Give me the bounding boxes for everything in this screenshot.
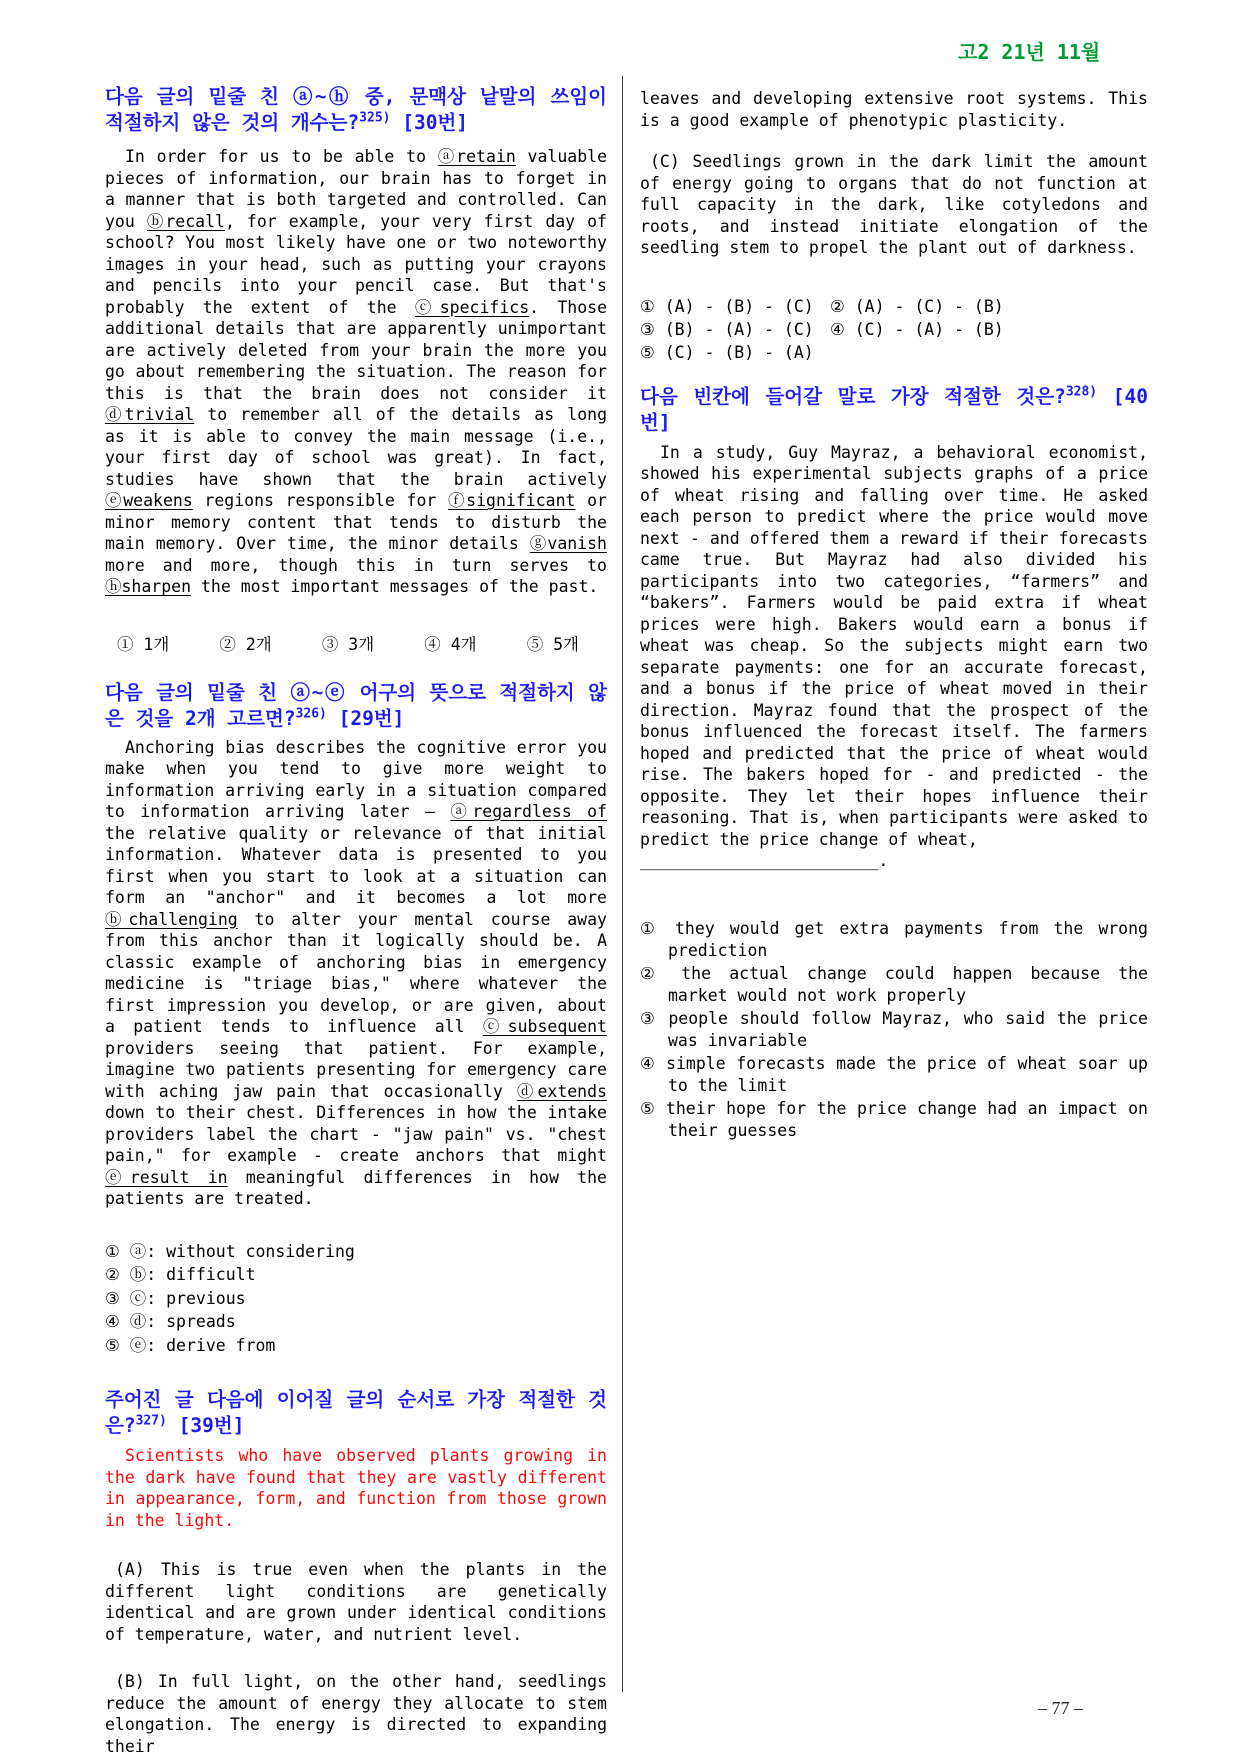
question-39-continued [640, 88, 1148, 364]
question-40-footnote-ref: 328) [1065, 384, 1098, 399]
question-40-blank: ________________________. [640, 851, 889, 870]
exam-session-label: 고2 21년 11월 [958, 40, 1101, 64]
question-39-paragraph-b-continued: leaves and developing extensive root systems. This is a good example of phenotypic plasticity. [640, 89, 1148, 130]
choice-item: ② the actual change could happen because the market would not work properly [640, 963, 1148, 1005]
question-39-title [105, 1387, 607, 1439]
choice-item: ⑤ their hope for the price change had an impact on their guesses [640, 1098, 1148, 1140]
question-39 [105, 1387, 607, 1754]
choice-item: ② ⓑ: difficult [105, 1265, 256, 1284]
choice-item: ⑤ 5개 [526, 634, 579, 654]
choice-item: ④ simple forecasts made the price of wheat soar up to the limit [640, 1053, 1148, 1095]
question-39-footnote-ref: 327) [135, 1413, 167, 1429]
question-29 [105, 680, 607, 1358]
choice-item: ① ⓐ: without considering [105, 1241, 355, 1261]
question-40 [640, 384, 1148, 1143]
question-29-title [105, 680, 607, 732]
left-column [105, 78, 607, 1754]
content-columns [105, 78, 1148, 1754]
question-39-paragraph-c: (C) Seedlings grown in the dark limit the amount of energy going to organs that do not function at full capacity in the dark, like cotyledons and roots, and instead initiate elongation of the seedling stem to propel the plant out of darkness. [640, 152, 1148, 257]
question-39-title-text: 주어진 글 다음에 이어질 글의 순서로 가장 적절한 것은? [105, 1388, 607, 1437]
question-39-paragraph-a: (A) This is true even when the plants in the different light conditions are genetically identical and are grown under identical conditions of temperature, water, and nutrient level. [105, 1560, 607, 1644]
choice-item: ① 1개 [117, 634, 170, 654]
choice-item: ① (A) - (B) - (C) [640, 296, 814, 316]
choice-item: ⑤ ⓔ: derive from [105, 1335, 276, 1355]
question-40-choices [640, 918, 1148, 1143]
question-29-passage: Anchoring bias describes the cognitive error you make when you tend to give more weight to information arriving early in a situation compared to information arriving later — ⓐregardless of the relative quality or relevance of that initial information. Whatever data is presented to you first when you start to look at a situation can form an "anchor" and it becomes a lot more ⓑchallenging to alter your mental course away from this anchor than it logically should be. A classic example of anchoring bias in emergency medicine is "triage bias," where whatever the first impression you develop, or are given, about a patient tends to influence all ⓒsubsequent providers seeing that patient. For example, imagine two patients presenting for emergency care with aching jaw pain that occasionally ⓓextends down to their chest. Differences in how the intake providers label the chart - "jaw pain" vs. "chest pain," for example - create anchors that might ⓔresult in meaningful differences in how the patients are treated. [105, 737, 608, 1208]
question-29-footnote-ref: 326) [295, 706, 327, 721]
question-39-number-tag: [39번] [166, 1414, 245, 1437]
question-40-passage: In a study, Guy Mayraz, a behavioral economist, showed his experimental subjects graphs of a price of wheat rising and falling over time. He asked each person to predict where the price would move next - and offered them a reward if their forecasts came true. But Mayraz had also divided his participants into two categories, “farmers” and “bakers”. Farmers would be paid extra if wheat prices were high. Bakers would earn a bonus if wheat was cheap. So the subjects might earn two separate payments: one for an accurate forecast, and a bonus if the price of wheat moved in their direction. Mayraz found that the prospect of the bonus influenced the forecast itself. The farmers hoped and predicted that the price of wheat would rise. The bakers hoped for - and predicted - the opposite. They let their hopes influence their reasoning. That is, when participants were asked to predict the price change of wheat, [640, 442, 1148, 849]
choice-item: ④ (C) - (A) - (B) [830, 319, 1004, 339]
choice-item: ⑤ (C) - (B) - (A) [640, 342, 814, 362]
choice-item: ① they would get extra payments from the wrong prediction [640, 918, 1148, 960]
question-30-choices [117, 634, 579, 656]
question-40-title-text: 다음 빈칸에 들어갈 말로 가장 적절한 것은? [640, 384, 1066, 408]
question-30-title [105, 84, 607, 136]
question-29-title-text: 다음 글의 밑줄 친 ⓐ~ⓔ 어구의 뜻으로 적절하지 않은 것을 2개 고르면? [105, 680, 607, 730]
question-30 [105, 84, 607, 656]
choice-item: ③ 3개 [321, 634, 375, 654]
question-40-title [640, 384, 1148, 436]
choice-item: ④ ⓓ: spreads [105, 1312, 236, 1331]
choice-item: ② 2개 [219, 634, 272, 654]
question-29-number-tag: [29번] [326, 706, 405, 730]
choice-item: ④ 4개 [424, 634, 477, 654]
question-40-number-tag: [40번] [640, 384, 1148, 434]
question-29-choices [105, 1240, 607, 1358]
page-number: – 77 – [1038, 1698, 1083, 1718]
choice-item: ③ people should follow Mayraz, who said the price was invariable [640, 1008, 1148, 1050]
question-30-passage: In order for us to be able to ⓐretain valuable pieces of information, our brain has to forget in a manner that is both targeted and controlled. Can you ⓑrecall, for example, your very first day of school? You most likely have one or two noteworthy images in your head, such as putting your crayons and pencils into your pencil case. But that's probably the extent of the ⓒspecifics. Those additional details that are apparently unimportant are actively deleted from your brain the more you go about remembering the situation. The reason for this is that the brain does not consider it ⓓtrivial to remember all of the details as long as it is able to convey the main message (i.e., your first day of school was great). In fact, studies have shown that the brain actively ⓔweakens regions responsible for ⓕsignificant or minor memory content that tends to disturb the main memory. Over time, the minor details ⓖvanish more and more, though this in turn serves to ⓗsharpen the most important messages of the past. [105, 147, 608, 596]
question-39-given-text: Scientists who have observed plants growing in the dark have found that they are vastly different in appearance, form, and function from those grown in the light. [105, 1446, 607, 1530]
question-30-title-text: 다음 글의 밑줄 친 ⓐ~ⓗ 중, 문맥상 낱말의 쓰임이 적절하지 않은 것의 개수는? [105, 85, 607, 134]
right-column [640, 78, 1148, 1754]
question-30-footnote-ref: 325) [359, 110, 391, 126]
question-39-choices [640, 295, 1148, 364]
choice-item: ② (A) - (C) - (B) [830, 296, 1004, 316]
choice-item: ③ (B) - (A) - (C) [640, 319, 814, 339]
question-30-number-tag: [30번] [390, 111, 469, 134]
choice-item: ③ ⓒ: previous [105, 1288, 246, 1308]
question-39-paragraph-b: (B) In full light, on the other hand, seedlings reduce the amount of energy they allocate to stem elongation. The energy is directed to expanding their [105, 1672, 607, 1754]
